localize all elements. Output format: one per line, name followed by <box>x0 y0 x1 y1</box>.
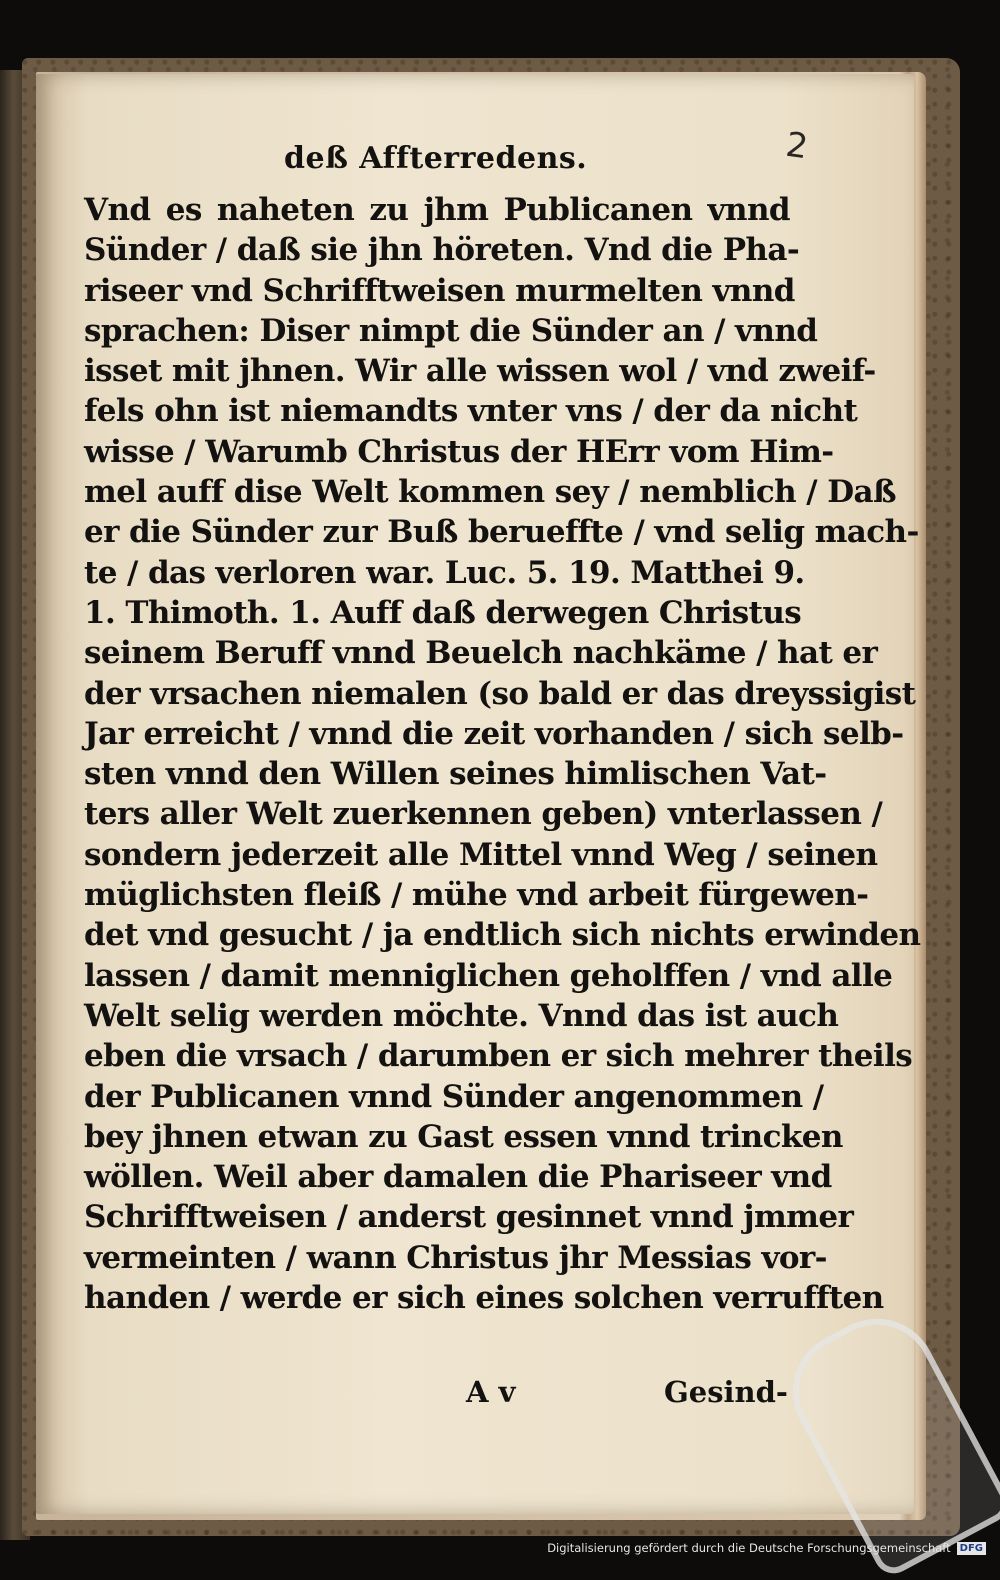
text-line: Jar erreicht / vnnd die zeit vorhanden / sich selb- <box>84 715 904 752</box>
text-line: mel auff dise Welt kommen sey / nemblich / Daß <box>84 474 896 511</box>
text-line: det vnd gesucht / ja endtlich sich nichts erwinden <box>84 917 921 954</box>
handwritten-page-number: 2 <box>783 124 811 168</box>
text-line: der Publicanen vnnd Sünder angenommen / <box>84 1078 824 1115</box>
text-line: wisse / Warumb Christus der HErr vom Him- <box>84 433 834 470</box>
text-line: vermeinten / wann Christus jhr Messias vor- <box>84 1239 827 1276</box>
text-line: 1. Thimoth. 1. Auff daß derwegen Christus <box>84 594 802 631</box>
text-line: isset mit jhnen. Wir alle wissen wol / vnd zweif- <box>84 353 876 390</box>
text-line: lassen / damit menniglichen geholffen / vnd alle <box>84 957 893 994</box>
text-line: fels ohn ist niemandts vnter vns / der da nicht <box>84 393 858 430</box>
text-line: sprachen: Diser nimpt die Sünder an / vnnd <box>84 312 818 349</box>
text-line: sondern jederzeit alle Mittel vnnd Weg / seinen <box>84 836 878 873</box>
text-line: seinem Beruff vnnd Beuelch nachkäme / hat er <box>84 635 878 672</box>
text-line: der vrsachen niemalen (so bald er das dreyssigist <box>84 675 916 712</box>
credit-text: Digitalisierung gefördert durch die Deutsche Forschungsgemeinschaft <box>547 1541 951 1555</box>
page-footer <box>84 1375 790 1411</box>
dfg-logo: DFG <box>957 1542 986 1555</box>
catchword: Gesind- <box>664 1375 788 1409</box>
running-header: deß Affterredens. <box>284 141 588 176</box>
text-line: te / das verloren war. Luc. 5. 19. Matthei 9. <box>84 554 805 591</box>
text-line: riseer vnd Schrifftweisen murmelten vnnd <box>84 272 795 309</box>
text-line: Sünder / daß sie jhn höreten. Vnd die Pha- <box>84 232 800 269</box>
text-line: eben die vrsach / darumben er sich mehrer theils <box>84 1038 913 1075</box>
text-line: er die Sünder zur Buß berueffte / vnd selig mach- <box>84 514 919 551</box>
text-line: sten vnnd den Willen seines himlischen Vat- <box>84 756 827 793</box>
text-line: Schrifftweisen / anderst gesinnet vnnd jmmer <box>84 1199 854 1236</box>
text-line: ters aller Welt zuerkennen geben) vnterlassen / <box>84 796 883 833</box>
text-line: bey jhnen etwan zu Gast essen vnnd trincken <box>84 1118 843 1155</box>
body-text <box>84 190 921 1318</box>
digitization-credit <box>547 1541 986 1555</box>
text-line: wöllen. Weil aber damalen die Phariseer vnd <box>84 1159 832 1196</box>
text-line: Vnd es naheten zu jhm Publicanen vnnd <box>84 192 790 228</box>
text-line: müglichsten fleiß / mühe vnd arbeit fürgewen- <box>84 877 869 914</box>
signature-mark: A v <box>466 1375 516 1409</box>
text-line: Welt selig werden möchte. Vnnd das ist auch <box>84 997 839 1034</box>
text-line: handen / werde er sich eines solchen verrufften <box>84 1280 884 1317</box>
